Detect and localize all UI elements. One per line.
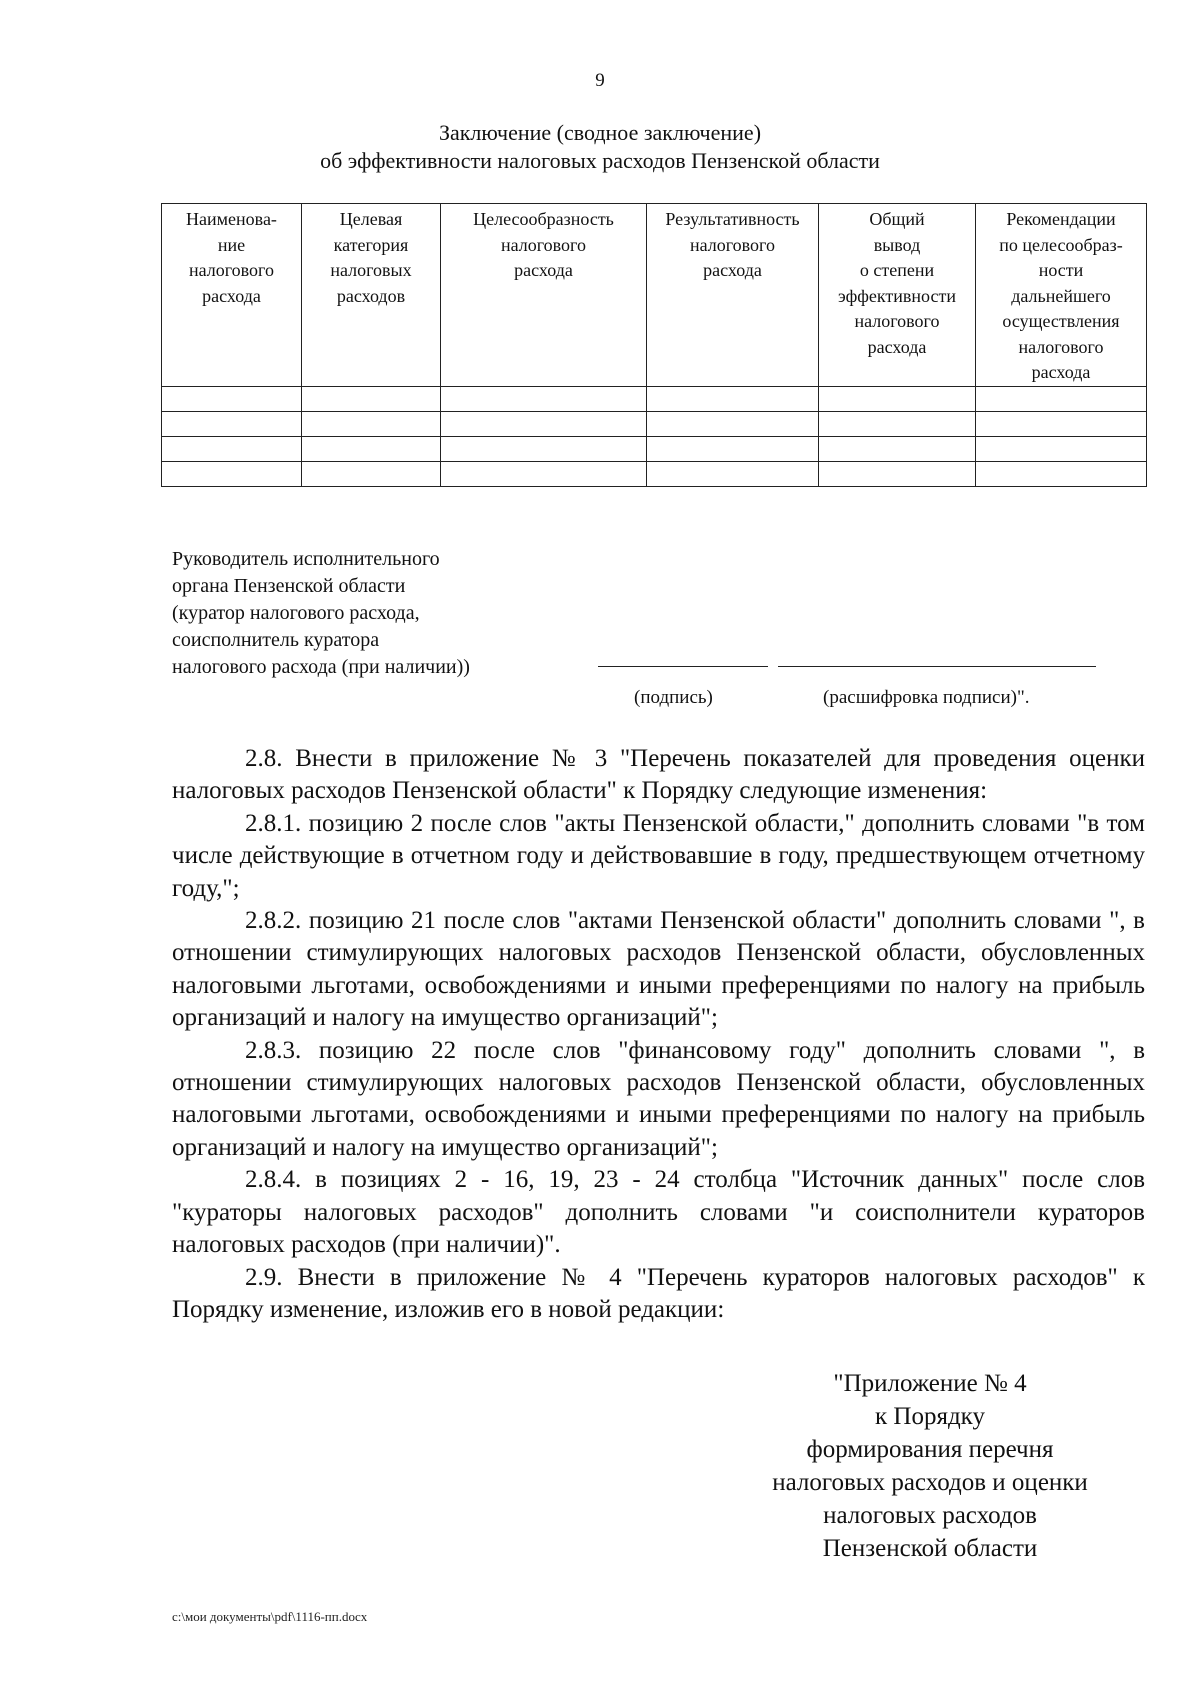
table-cell	[647, 436, 819, 461]
table-row	[162, 461, 1147, 486]
header-target-category: Целевая категория налоговых расходов	[302, 204, 441, 387]
form-title-line: об эффективности налоговых расходов Пензенской области	[320, 148, 880, 173]
table-cell	[976, 386, 1147, 411]
header-general-conclusion: Общий вывод о степени эффективности налогового расхода	[819, 204, 976, 387]
table-cell	[162, 411, 302, 436]
table-row	[162, 436, 1147, 461]
table-row	[162, 411, 1147, 436]
table-cell	[819, 436, 976, 461]
assessment-table	[161, 203, 1147, 487]
table-cell	[162, 461, 302, 486]
table-cell	[302, 461, 441, 486]
paragraph-2-8: 2.8. Внести в приложение № 3 "Перечень показателей для проведения оценки налоговых расходов Пензенской области" к Порядку следующие изменения:	[172, 745, 1145, 805]
header-effectiveness: Результативность налогового расхода	[647, 204, 819, 387]
appendix-reference-line: Пензенской области	[822, 1535, 1038, 1562]
table-cell	[302, 386, 441, 411]
table-cell	[162, 436, 302, 461]
form-title	[0, 119, 1200, 175]
appendix-reference-line: формирования перечня	[806, 1436, 1054, 1463]
paragraph-2-9: 2.9. Внести в приложение № 4 "Перечень кураторов налоговых расходов" к Порядку изменение, изложив его в новой редакции:	[172, 1263, 1145, 1323]
signature-decoding-line	[778, 666, 1096, 667]
appendix-reference-line: налоговых расходов и оценки	[772, 1469, 1088, 1496]
table-cell	[647, 411, 819, 436]
appendix-reference	[740, 1367, 1120, 1565]
header-expediency: Целесообразность налогового расхода	[441, 204, 647, 387]
signature-caption: (подпись)	[634, 687, 713, 708]
appendix-reference-line: к Порядку	[875, 1403, 985, 1430]
table-cell	[976, 461, 1147, 486]
signature-role-line: Руководитель исполнительного	[172, 548, 440, 570]
table-cell	[647, 461, 819, 486]
table-cell	[819, 461, 976, 486]
signature-lines	[598, 666, 1098, 670]
signature-line	[598, 666, 768, 667]
table-cell	[441, 436, 647, 461]
paragraph-2-8-2: 2.8.2. позицию 21 после слов "актами Пензенской области" дополнить словами ", в отношении стимулирующих налоговых расходов Пензенской области, обусловленных налоговыми льготами, освобождениями и иными преференциями по налогу на прибыль организаций и налогу на имущество организаций";	[172, 907, 1145, 1032]
table-cell	[819, 411, 976, 436]
table-header-row	[162, 204, 1147, 387]
paragraph-2-8-4: 2.8.4. в позициях 2 - 16, 19, 23 - 24 столбца "Источник данных" после слов "кураторы налоговых расходов" дополнить словами "и соисполнители кураторов налоговых расходов (при наличии)".	[172, 1166, 1145, 1259]
appendix-reference-line: "Приложение № 4	[833, 1370, 1027, 1397]
table-cell	[441, 411, 647, 436]
table-cell	[819, 386, 976, 411]
header-tax-expense-name: Наименова- ние налогового расхода	[162, 204, 302, 387]
signature-decoding-caption: (расшифровка подписи)".	[823, 687, 1030, 708]
table-cell	[302, 411, 441, 436]
table-cell	[976, 436, 1147, 461]
table-cell	[647, 386, 819, 411]
header-recommendations: Рекомендации по целесообраз- ности дальнейшего осуществления налогового расхода	[976, 204, 1147, 387]
signature-role-block	[172, 546, 592, 681]
footer-file-path: c:\мои документы\pdf\1116-пп.docx	[172, 1609, 368, 1624]
table-cell	[441, 461, 647, 486]
table-cell	[441, 386, 647, 411]
form-title-line: Заключение (сводное заключение)	[438, 120, 762, 145]
appendix-reference-line: налоговых расходов	[823, 1502, 1037, 1529]
table-cell	[162, 386, 302, 411]
signature-role-line: соисполнитель куратора	[172, 629, 380, 651]
page-number: 9	[595, 70, 605, 91]
paragraph-2-8-3: 2.8.3. позицию 22 после слов "финансовому году" дополнить словами ", в отношении стимулирующих налоговых расходов Пензенской области, обусловленных налоговыми льготами, освобождениями и иными преференциями по налогу на прибыль организаций и налогу на имущество организаций";	[172, 1036, 1145, 1161]
signature-role-line: органа Пензенской области	[172, 575, 406, 597]
signature-role-line: (куратор налогового расхода,	[172, 602, 420, 624]
table-cell	[976, 411, 1147, 436]
table-row	[162, 386, 1147, 411]
signature-role-line: налогового расхода (при наличии))	[172, 656, 470, 678]
table-cell	[302, 436, 441, 461]
amendments-text	[172, 743, 1145, 1326]
paragraph-2-8-1: 2.8.1. позицию 2 после слов "акты Пензенской области," дополнить словами "в том числе действующие в отчетном году и действовавшие в году, предшествующем отчетному году,";	[172, 809, 1145, 902]
